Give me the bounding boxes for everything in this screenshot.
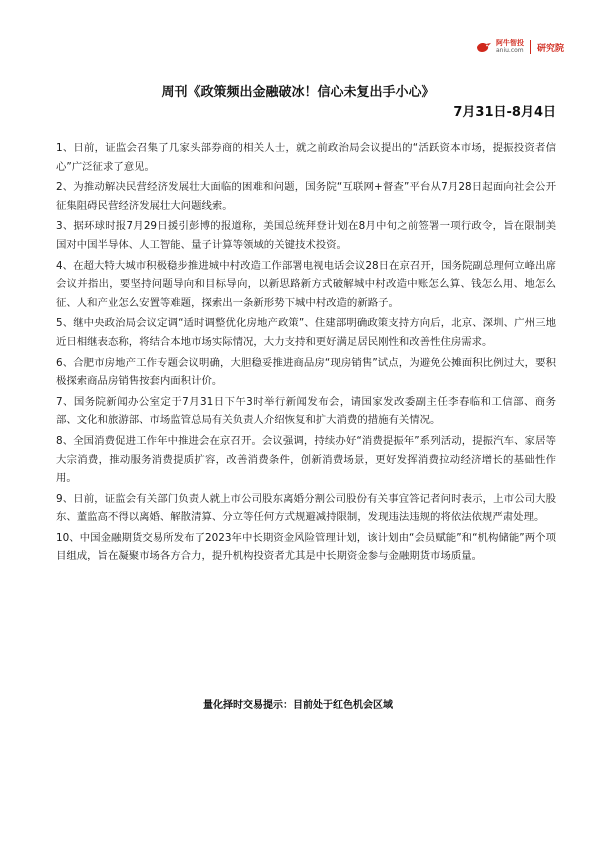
news-item-1: 1、日前，证监会召集了几家头部券商的相关人士，就之前政治局会议提出的“活跃资本市场，提振投资者信心”广泛征求了意见。 xyxy=(56,142,556,173)
news-item-8: 8、全国消费促进工作年中推进会在京召开。会议强调，持续办好“消费提振年”系列活动，提振汽车、家居等大宗消费，推动服务消费提质扩容，改善消费条件，创新消费场景，更好发挥消费拉动经济增长的基础性作用。 xyxy=(56,434,556,485)
news-item-2: 2、为推动解决民营经济发展壮大面临的困难和问题，国务院“互联网+督查”平台从7月28日起面向社会公开征集阻碍民营经济发展壮大问题线索。 xyxy=(56,181,556,212)
news-item-7: 7、国务院新闻办公室定于7月31日下午3时举行新闻发布会，请国家发改委副主任李春临和工信部、商务部、文化和旅游部、市场监管总局有关负责人介绍恢复和扩大消费的措施有关情况。 xyxy=(56,395,556,427)
news-item-5: 5、继中央政治局会议定调“适时调整优化房地产政策”、住建部明确政策支持方向后，北京、深圳、广州三地近日相继表态称，将结合本地市场实际情况，大力支持和更好满足居民刚性和改善性住房需求。 xyxy=(56,317,556,348)
trading-tip: 量化择时交易提示：目前处于红色机会区域 xyxy=(203,700,393,711)
news-item-3: 3、据环球时报7月29日援引彭博的报道称，美国总统拜登计划在8月中旬之前签署一项行政令，旨在限制美国对中国半导体、人工智能、量子计算等领域的关键技术投资。 xyxy=(56,220,556,251)
logo-brand-name: 阿牛智投 xyxy=(495,39,524,47)
brand-logo xyxy=(476,40,564,54)
news-list xyxy=(56,139,556,568)
news-item-6: 6、合肥市房地产工作专题会议明确，大胆稳妥推进商品房“现房销售”试点，为避免公摊面积比例过大，要积极探索商品房销售按套内面积计价。 xyxy=(56,356,556,388)
document-title: 周刊《政策频出金融破冰！信心未复出手小心》 xyxy=(161,85,435,100)
logo-mark xyxy=(476,40,524,54)
bull-icon xyxy=(476,41,492,53)
logo-text xyxy=(496,40,524,54)
logo-divider xyxy=(530,40,531,54)
news-item-10: 10、中国金融期货交易所发布了2023年中长期资金风险管理计划，该计划由“会员赋能”和“机构储能”两个项目组成，旨在凝聚市场各方合力，提升机构投资者尤其是中长期资金参与金融期货市场质量。 xyxy=(56,531,556,563)
news-item-9: 9、日前，证监会有关部门负责人就上市公司股东离婚分割公司股份有关事宜答记者问时表示，上市公司大股东、董监高不得以离婚、解散清算、分立等任何方式规避减持限制，发现违法违规的将依法依规严肃处理。 xyxy=(56,492,556,524)
news-item-4: 4、在超大特大城市积极稳步推进城中村改造工作部署电视电话会议28日在京召开，国务院副总理何立峰出席会议并指出，要坚持问题导向和目标导向，以新思路新方式破解城中村改造中账怎么算、钱怎么用、地怎么征、人和产业怎么安置等难题，探索出一条新形势下城中村改造的新路子。 xyxy=(56,259,556,309)
date-range: 7月31日-8月4日 xyxy=(453,105,556,120)
logo-department: 研究院 xyxy=(536,43,564,54)
logo-domain: aniu.com xyxy=(495,47,524,54)
